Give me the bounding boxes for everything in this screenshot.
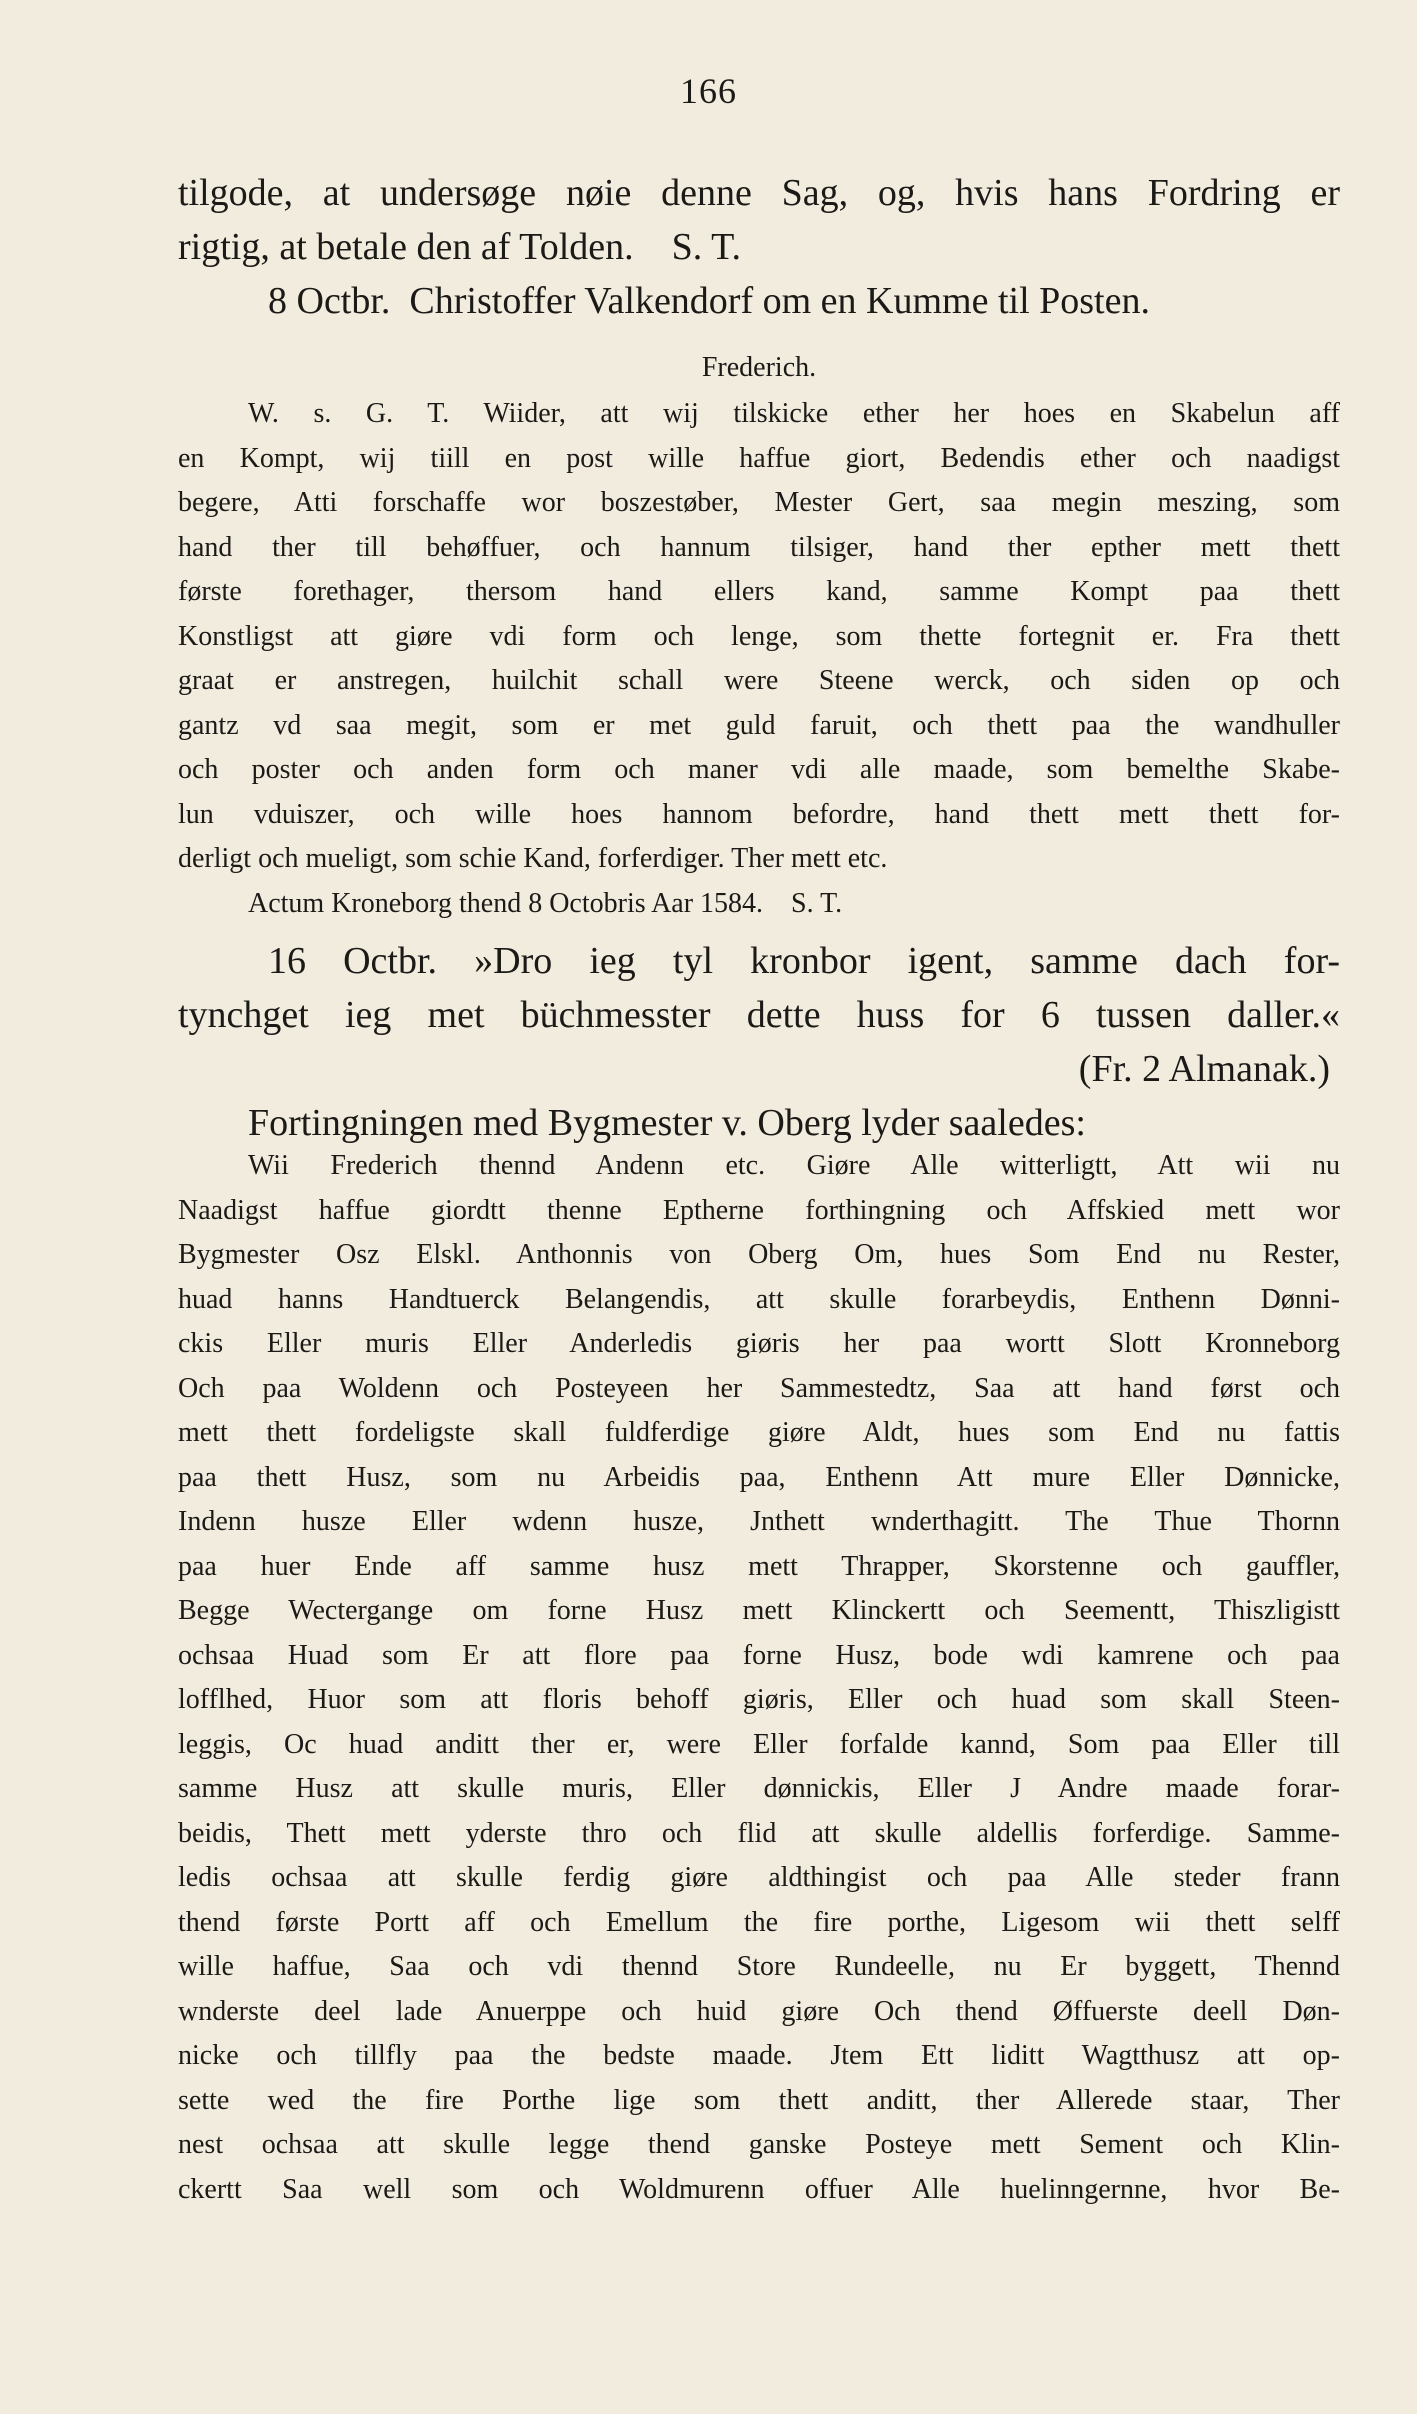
text-line: nest ochsaa att skulle legge thend ganske Posteye mett Sement och Klin- <box>178 2129 1340 2160</box>
text-line: och poster och anden form och maner vdi alle maade, som bemelthe Skabe- <box>178 754 1340 785</box>
text-line: 8 Octbr. Christoffer Valkendorf om en Kumme til Posten. <box>268 280 1150 322</box>
text-line: derligt och mueligt, som schie Kand, forferdiger. Ther mett etc. <box>178 843 888 874</box>
text-line: begere, Atti forschaffe wor boszestøber, Mester Gert, saa megin meszing, som <box>178 487 1340 518</box>
text-line: første forethager, thersom hand ellers kand, samme Kompt paa thett <box>178 576 1340 607</box>
text-line: 16 Octbr. »Dro ieg tyl kronbor igent, samme dach for- <box>268 940 1340 982</box>
text-line: rigtig, at betale den af Tolden. S. T. <box>178 226 741 268</box>
text-line: ledis ochsaa att skulle ferdig giøre aldthingist och paa Alle steder frann <box>178 1862 1340 1893</box>
heading-line: Fortingningen med Bygmester v. Oberg lyder saaledes: <box>248 1102 1086 1144</box>
text-line: thend første Portt aff och Emellum the fire porthe, Ligesom wii thett selff <box>178 1906 1340 1938</box>
text-line: W. s. G. T. Wiider, att wij tilskicke ether her hoes en Skabelun aff <box>248 398 1340 429</box>
text-line: samme Husz att skulle muris, Eller dønnickis, Eller J Andre maade forar- <box>178 1773 1340 1804</box>
text-line: Indenn husze Eller wdenn husze, Jnthett wnderthagitt. The Thue Thornn <box>178 1506 1340 1537</box>
text-line: tynchget ieg met büchmesster dette huss for 6 tussen daller.« <box>178 994 1340 1036</box>
letter-1 <box>178 392 1340 926</box>
paragraph-1 <box>178 166 1340 328</box>
text-line: paa thett Husz, som nu Arbeidis paa, Enthenn Att mure Eller Dønnicke, <box>178 1461 1340 1493</box>
text-line: wille haffue, Saa och vdi thennd Store Rundeelle, nu Er byggett, Thennd <box>178 1951 1340 1982</box>
text-line: Naadigst haffue giordtt thenne Eptherne forthingning och Affskied mett wor <box>178 1194 1340 1226</box>
text-line: Begge Wectergange om forne Husz mett Klinckertt och Seementt, Thiszligistt <box>178 1595 1340 1626</box>
page-number: 166 <box>680 71 737 111</box>
text-line: wnderste deel lade Anuerppe och huid giøre Och thend Øffuerste deell Døn- <box>178 1995 1340 2027</box>
text-line: Wii Frederich thennd Andenn etc. Giøre Alle witterligtt, Att wii nu <box>248 1150 1340 1181</box>
text-line: en Kompt, wij tiill en post wille haffue giort, Bedendis ether och naadigst <box>178 442 1340 474</box>
text-line: leggis, Oc huad anditt ther er, were Eller forfalde kannd, Som paa Eller till <box>178 1728 1340 1760</box>
text-line: beidis, Thett mett yderste thro och flid att skulle aldellis forferdige. Samme- <box>178 1817 1340 1849</box>
text-line: nicke och tillfly paa the bedste maade. Jtem Ett liditt Wagtthusz att op- <box>178 2040 1340 2071</box>
text-line: Och paa Woldenn och Posteyeen her Sammestedtz, Saa att hand først och <box>178 1372 1340 1404</box>
text-line: ckertt Saa well som och Woldmurenn offuer Alle huelinngernne, hvor Be- <box>178 2173 1340 2205</box>
text-line: Konstligst att giøre vdi form och lenge, som thette fortegnit er. Fra thett <box>178 620 1340 652</box>
text-line: huad hanns Handtuerck Belangendis, att skulle forarbeydis, Enthenn Dønni- <box>178 1283 1340 1315</box>
text-line: tilgode, at undersøge nøie denne Sag, og, hvis hans Fordring er <box>178 172 1340 214</box>
text-line: hand ther till behøffuer, och hannum tilsiger, hand ther epther mett thett <box>178 531 1340 563</box>
text-line: paa huer Ende aff samme husz mett Thrapper, Skorstenne och gauffler, <box>178 1550 1340 1582</box>
text-line: ckis Eller muris Eller Anderledis giøris her paa wortt Slott Kronneborg <box>178 1328 1340 1359</box>
text-line: gantz vd saa megit, som er met guld faruit, och thett paa the wandhuller <box>178 709 1340 741</box>
text-line: Bygmester Osz Elskl. Anthonnis von Oberg Om, hues Som End nu Rester, <box>178 1239 1340 1270</box>
paragraph-3 <box>178 934 1340 1150</box>
text-line: mett thett fordeligste skall fuldferdige giøre Aldt, hues som End nu fattis <box>178 1417 1340 1448</box>
signer: Frederich. <box>701 352 817 383</box>
text-line: Actum Kroneborg thend 8 Octobris Aar 1584. S. T. <box>248 887 843 919</box>
text-line: lun vduiszer, och wille hoes hannom befordre, hand thett mett thett for- <box>178 798 1340 830</box>
text-line: graat er anstregen, huilchit schall were Steene werck, och siden op och <box>178 665 1340 696</box>
text-line: sette wed the fire Porthe lige som thett anditt, ther Allerede staar, Ther <box>178 2084 1340 2116</box>
text-line: lofflhed, Huor som att floris behoff giøris, Eller och huad som skall Steen- <box>178 1684 1340 1715</box>
text-line: ochsaa Huad som Er att flore paa forne Husz, bode wdi kamrene och paa <box>178 1639 1340 1671</box>
letter-2 <box>178 1144 1340 2212</box>
citation: (Fr. 2 Almanak.) <box>1078 1048 1330 1090</box>
